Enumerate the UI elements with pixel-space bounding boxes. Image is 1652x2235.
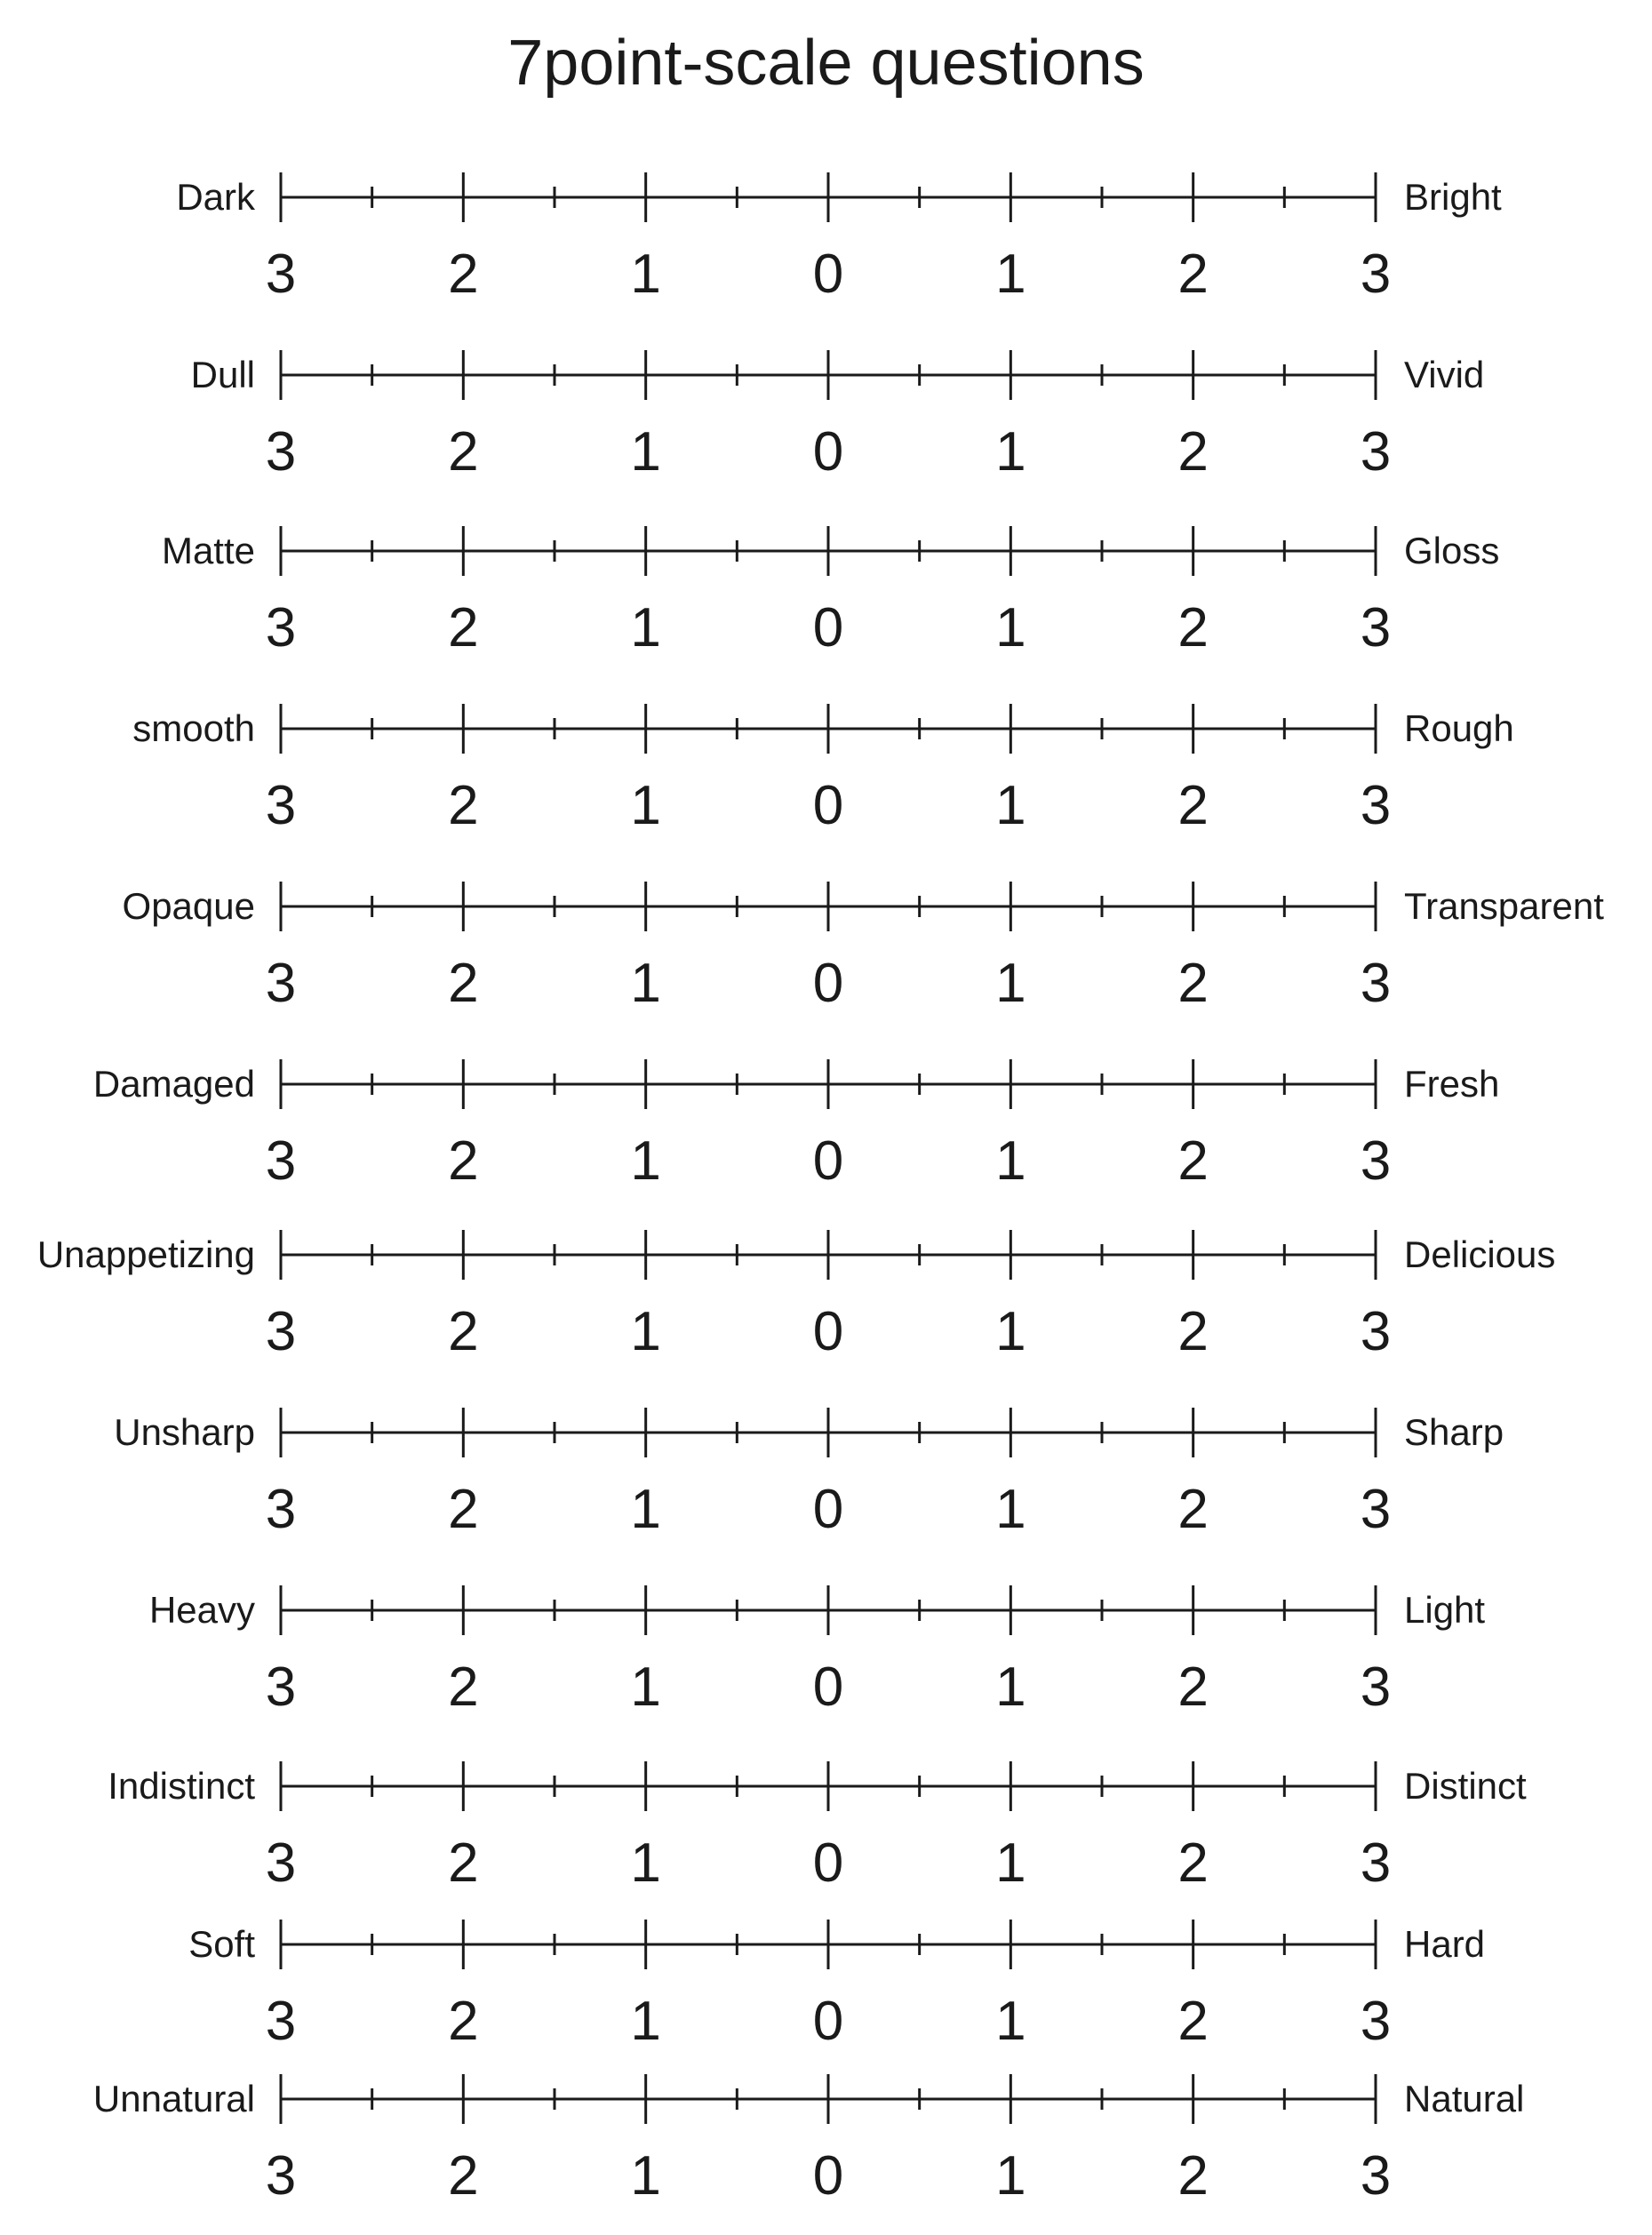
scale-right-label: Transparent — [1404, 885, 1604, 927]
page-title: 7point-scale questions — [507, 28, 1145, 99]
scale-line[interactable] — [267, 1918, 1369, 1971]
scale-left-label: Dark — [176, 176, 255, 218]
scale-line[interactable] — [267, 1584, 1369, 1637]
scale-right-label: Gloss — [1404, 530, 1500, 571]
scale-number: 1 — [630, 2145, 661, 2207]
scale-number: 3 — [265, 1130, 297, 1192]
scale-number: 2 — [1177, 775, 1209, 836]
scale-number: 2 — [448, 953, 479, 1014]
scale-number: 2 — [1177, 421, 1209, 483]
scale-number: 3 — [265, 1991, 297, 2052]
scale-number: 1 — [995, 1130, 1026, 1192]
scale-left-label: Matte — [161, 530, 255, 571]
scale-number: 0 — [812, 1832, 844, 1894]
scale-number: 0 — [812, 1479, 844, 1540]
scale-number: 1 — [995, 775, 1026, 836]
scale-number: 0 — [812, 597, 844, 659]
scale-number: 2 — [448, 1991, 479, 2052]
scale-number: 3 — [265, 775, 297, 836]
scale-right-label: Fresh — [1404, 1063, 1500, 1105]
scale-number: 1 — [995, 1991, 1026, 2052]
scale-number: 0 — [812, 421, 844, 483]
scale-right-label: Sharp — [1404, 1411, 1504, 1453]
scale-number: 0 — [812, 1991, 844, 2052]
scale-row-unappetizing[interactable] — [0, 1228, 1652, 1388]
scale-number: 0 — [812, 243, 844, 305]
scale-number: 3 — [1360, 2145, 1392, 2207]
scale-line[interactable] — [267, 348, 1369, 402]
scale-left-label: Unnatural — [92, 2078, 255, 2119]
scale-number: 2 — [448, 2145, 479, 2207]
scale-number: 1 — [995, 243, 1026, 305]
scale-number: 2 — [1177, 1130, 1209, 1192]
scale-number: 3 — [1360, 1991, 1392, 2052]
scale-number: 1 — [630, 775, 661, 836]
scale-line[interactable] — [267, 702, 1369, 755]
scale-row-indistinct[interactable] — [0, 1760, 1652, 1920]
scale-left-label: Opaque — [122, 885, 255, 927]
scale-line[interactable] — [267, 1228, 1369, 1281]
scale-row-damaged[interactable] — [0, 1058, 1652, 1217]
scale-number: 1 — [995, 2145, 1026, 2207]
scale-number: 0 — [812, 1301, 844, 1362]
scale-left-label: Unappetizing — [36, 1233, 255, 1275]
scale-right-label: Natural — [1404, 2078, 1525, 2119]
scale-number: 2 — [1177, 1991, 1209, 2052]
scale-line[interactable] — [267, 2072, 1369, 2126]
scale-row-soft[interactable] — [0, 1918, 1652, 2078]
scale-number: 1 — [630, 953, 661, 1014]
scale-number: 2 — [448, 1479, 479, 1540]
scale-number: 1 — [995, 1479, 1026, 1540]
scale-number: 0 — [812, 1130, 844, 1192]
scale-number: 3 — [1360, 1479, 1392, 1540]
scale-number: 1 — [630, 1479, 661, 1540]
scale-line[interactable] — [267, 524, 1369, 578]
scale-row-opaque[interactable] — [0, 880, 1652, 1040]
scale-number: 1 — [995, 421, 1026, 483]
scale-number: 1 — [995, 953, 1026, 1014]
scale-number: 2 — [448, 421, 479, 483]
scale-row-dark[interactable] — [0, 171, 1652, 331]
scale-number: 1 — [995, 1656, 1026, 1718]
scale-row-dull[interactable] — [0, 348, 1652, 508]
scale-number: 1 — [630, 243, 661, 305]
scale-row-matte[interactable] — [0, 524, 1652, 684]
scale-left-label: Heavy — [148, 1589, 255, 1631]
scale-number: 2 — [1177, 1656, 1209, 1718]
scale-number: 2 — [1177, 597, 1209, 659]
scale-number: 2 — [448, 1130, 479, 1192]
scale-number: 2 — [448, 1656, 479, 1718]
scale-number: 3 — [265, 953, 297, 1014]
scale-number: 2 — [1177, 2145, 1209, 2207]
scale-number: 3 — [265, 421, 297, 483]
scale-number: 3 — [1360, 243, 1392, 305]
scale-left-label: Soft — [188, 1923, 255, 1965]
scale-number: 1 — [630, 597, 661, 659]
scale-number: 3 — [1360, 1301, 1392, 1362]
scale-number: 3 — [265, 2145, 297, 2207]
scale-number: 2 — [448, 775, 479, 836]
scale-right-label: Bright — [1404, 176, 1502, 218]
scale-left-label: Indistinct — [108, 1765, 255, 1807]
scale-number: 1 — [630, 1301, 661, 1362]
scale-left-label: Damaged — [92, 1063, 255, 1105]
scale-number: 3 — [1360, 1130, 1392, 1192]
scale-number: 2 — [448, 597, 479, 659]
scale-row-unsharp[interactable] — [0, 1406, 1652, 1566]
scale-number: 3 — [1360, 953, 1392, 1014]
scale-number: 1 — [995, 1301, 1026, 1362]
scale-left-label: Unsharp — [114, 1411, 255, 1453]
scale-row-unnatural[interactable] — [0, 2072, 1652, 2232]
scale-number: 3 — [1360, 597, 1392, 659]
scale-number: 2 — [1177, 1479, 1209, 1540]
scale-right-label: Distinct — [1404, 1765, 1527, 1807]
scale-number: 0 — [812, 2145, 844, 2207]
scale-number: 1 — [995, 597, 1026, 659]
scale-line[interactable] — [267, 1760, 1369, 1813]
scale-row-smooth[interactable] — [0, 702, 1652, 862]
scale-number: 0 — [812, 775, 844, 836]
scale-number: 2 — [1177, 1832, 1209, 1894]
scale-right-label: Hard — [1404, 1923, 1486, 1965]
scale-number: 1 — [630, 421, 661, 483]
scale-line[interactable] — [267, 1058, 1369, 1111]
scale-number: 3 — [265, 1832, 297, 1894]
scale-right-label: Vivid — [1404, 354, 1485, 395]
scale-left-label: smooth — [132, 707, 255, 749]
scale-number: 1 — [630, 1991, 661, 2052]
scale-right-label: Delicious — [1404, 1233, 1556, 1275]
scale-number: 3 — [1360, 421, 1392, 483]
scale-row-heavy[interactable] — [0, 1584, 1652, 1744]
scale-number: 2 — [448, 243, 479, 305]
scale-right-label: Light — [1404, 1589, 1486, 1631]
scale-number: 2 — [1177, 243, 1209, 305]
scale-number: 1 — [630, 1130, 661, 1192]
scale-number: 3 — [265, 1656, 297, 1718]
scale-number: 0 — [812, 1656, 844, 1718]
scale-number: 3 — [1360, 1832, 1392, 1894]
scale-number: 3 — [265, 1479, 297, 1540]
scale-number: 2 — [448, 1832, 479, 1894]
scale-number: 0 — [812, 953, 844, 1014]
scale-number: 3 — [265, 597, 297, 659]
scale-line[interactable] — [267, 880, 1369, 933]
scale-number: 2 — [448, 1301, 479, 1362]
scale-number: 1 — [995, 1832, 1026, 1894]
scale-number: 3 — [265, 243, 297, 305]
scale-right-label: Rough — [1404, 707, 1514, 749]
scale-number: 1 — [630, 1832, 661, 1894]
scale-number: 2 — [1177, 1301, 1209, 1362]
scale-number: 3 — [1360, 775, 1392, 836]
scale-number: 3 — [265, 1301, 297, 1362]
scale-number: 1 — [630, 1656, 661, 1718]
scale-number: 2 — [1177, 953, 1209, 1014]
scale-line[interactable] — [267, 1406, 1369, 1459]
scale-number: 3 — [1360, 1656, 1392, 1718]
scale-left-label: Dull — [190, 354, 255, 395]
scale-line[interactable] — [267, 171, 1369, 224]
